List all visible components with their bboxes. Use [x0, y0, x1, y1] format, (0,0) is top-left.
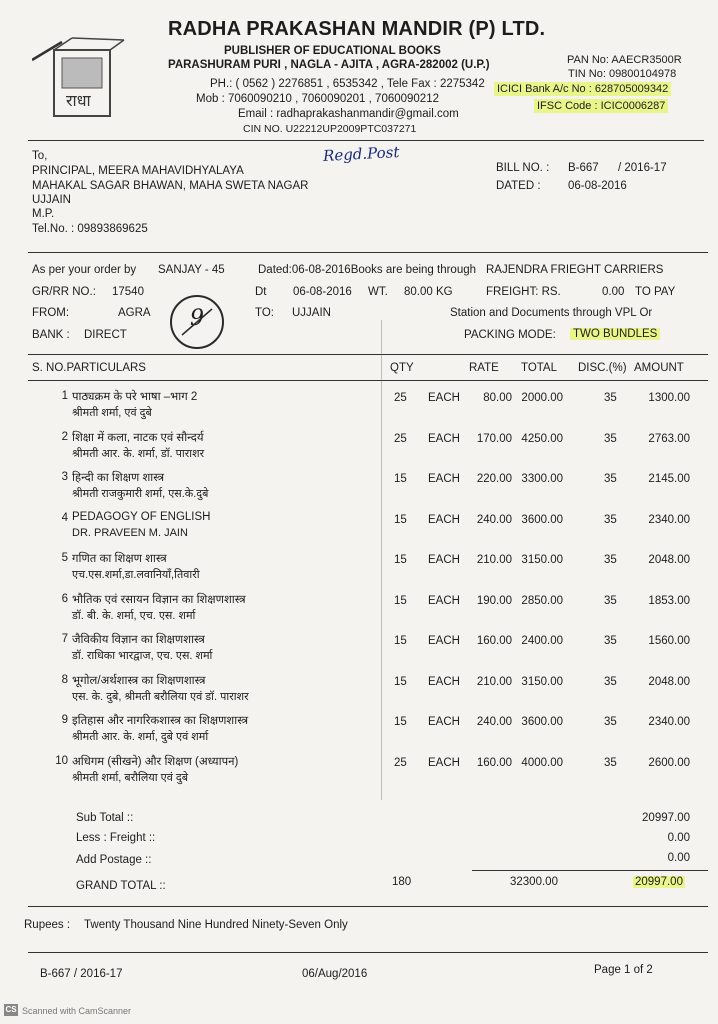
- dated-label: DATED :: [496, 180, 541, 192]
- row-disc: 35: [604, 432, 617, 445]
- row-rate: 240.00: [476, 513, 512, 526]
- row-amount: 2600.00: [648, 756, 690, 769]
- row-unit: EACH: [428, 716, 460, 728]
- dt-label: Dt: [255, 286, 267, 298]
- wt-value: 80.00 KG: [404, 286, 453, 298]
- company-phone: PH.: ( 0562 ) 2276851 , 6535342 , Tele Fax : 2275342: [210, 78, 485, 90]
- packing-label: PACKING MODE:: [464, 329, 556, 341]
- divider: [28, 140, 704, 141]
- divider: [472, 870, 708, 871]
- row-disc: 35: [604, 675, 617, 688]
- bank-account: ICICI Bank A/c No : 628705009342: [494, 82, 671, 96]
- row-amount: 2145.00: [648, 473, 690, 485]
- row-title: अधिगम (सीखने) और शिक्षण (अध्यापन): [72, 755, 239, 768]
- row-rate: 160.00: [476, 756, 512, 769]
- col-rate: RATE: [469, 362, 499, 374]
- to-city: UJJAIN: [292, 307, 331, 319]
- company-name: RADHA PRAKASHAN MANDIR (P) LTD.: [168, 18, 546, 40]
- row-total: 4000.00: [521, 756, 563, 769]
- stamp-mark: 9: [190, 306, 204, 331]
- row-qty: 25: [394, 432, 407, 445]
- to-pay: TO PAY: [635, 286, 676, 298]
- from-label: FROM:: [32, 307, 70, 319]
- row-disc: 35: [604, 716, 617, 728]
- scanner-watermark: Scanned with CamScanner: [22, 1006, 132, 1016]
- row-disc: 35: [604, 392, 617, 404]
- row-total: 2400.00: [521, 635, 563, 647]
- row-unit: EACH: [428, 432, 460, 445]
- row-number: 8: [61, 673, 68, 686]
- row-qty: 15: [394, 473, 407, 485]
- gr-label: GR/RR NO.:: [32, 286, 96, 298]
- row-amount: 1560.00: [648, 635, 690, 647]
- row-title: जैविकीय विज्ञान का शिक्षणशास्त्र: [72, 634, 205, 646]
- row-number: 10: [55, 754, 68, 767]
- publisher-line: PUBLISHER OF EDUCATIONAL BOOKS: [224, 45, 441, 57]
- bill-date: 06-08-2016: [568, 180, 627, 192]
- col-total: TOTAL: [521, 362, 557, 374]
- row-title: हिन्दी का शिक्षण शास्त्र: [72, 472, 165, 484]
- col-qty: QTY: [390, 362, 414, 374]
- row-total: 3150.00: [521, 675, 563, 688]
- company-mobile: Mob : 7060090210 , 7060090201 , 7060090212: [196, 93, 439, 105]
- row-total: 2000.00: [521, 392, 563, 404]
- wt-label: WT.: [368, 286, 388, 298]
- subtotal-label: Sub Total ::: [76, 812, 134, 824]
- row-amount: 1853.00: [648, 594, 690, 607]
- divider: [28, 354, 708, 355]
- company-logo: [32, 30, 132, 126]
- bank-value: DIRECT: [84, 329, 127, 341]
- grand-total-value: 32300.00: [510, 876, 558, 888]
- row-author: श्रीमती शर्मा, बरौलिया एवं दुबे: [72, 771, 189, 784]
- row-total: 4250.00: [521, 432, 563, 445]
- row-amount: 2763.00: [648, 432, 690, 445]
- row-unit: EACH: [428, 554, 460, 566]
- logo-text: राधा: [66, 91, 91, 110]
- row-author: एस. के. दुबे, श्रीमती बरौलिया एवं डॉ. पाराशर: [72, 690, 249, 703]
- row-rate: 170.00: [476, 432, 512, 445]
- dispatch-line: Dated:06-08-2016Books are being through: [258, 264, 477, 276]
- row-disc: 35: [604, 635, 617, 647]
- row-unit: EACH: [428, 513, 460, 526]
- row-qty: 25: [394, 756, 407, 769]
- row-title: भूगोल/अर्थशास्त्र का शिक्षणशास्त्र: [72, 674, 206, 687]
- row-author: श्रीमती आर. के. शर्मा, डॉ. पाराशर: [72, 447, 205, 460]
- carrier: RAJENDRA FRIEGHT CARRIERS: [486, 264, 664, 276]
- freight-total-value: 0.00: [667, 832, 690, 844]
- row-number: 5: [61, 552, 68, 564]
- row-title: PEDAGOGY OF ENGLISH: [72, 510, 211, 523]
- freight-value: 0.00: [602, 286, 625, 298]
- row-disc: 35: [604, 594, 617, 607]
- row-qty: 15: [394, 675, 407, 688]
- row-disc: 35: [604, 554, 617, 566]
- row-unit: EACH: [428, 635, 460, 647]
- recipient-tel: Tel.No. : 09893869625: [32, 223, 148, 235]
- gr-number: 17540: [112, 286, 144, 298]
- row-qty: 15: [394, 513, 407, 526]
- to-label: To,: [32, 150, 48, 162]
- camscanner-icon: CS: [5, 1005, 17, 1014]
- bank-label: BANK :: [32, 329, 70, 341]
- footer-date: 06/Aug/2016: [302, 968, 368, 980]
- row-author: डॉ. बी. के. शर्मा, एच. एस. शर्मा: [72, 609, 196, 622]
- row-rate: 210.00: [476, 675, 512, 688]
- col-particulars: S. NO.PARTICULARS: [32, 362, 146, 374]
- row-title: इतिहास और नागरिकशास्त्र का शिक्षणशास्त्र: [72, 715, 249, 727]
- row-unit: EACH: [428, 756, 460, 769]
- freight-label: FREIGHT: RS.: [486, 286, 561, 298]
- row-rate: 190.00: [476, 594, 512, 607]
- tin-number: TIN No: 09800104978: [568, 68, 677, 80]
- freight-total-label: Less : Freight ::: [76, 832, 156, 844]
- company-email: Email : radhaprakashanmandir@gmail.com: [238, 108, 459, 120]
- row-qty: 15: [394, 716, 407, 728]
- recipient-line1: PRINCIPAL, MEERA MAHAVIDHYALAYA: [32, 165, 244, 177]
- row-disc: 35: [604, 473, 617, 485]
- row-total: 3600.00: [521, 513, 563, 526]
- row-title: पाठ्यक्रम के परे भाषा –भाग 2: [72, 391, 198, 403]
- row-title: भौतिक एवं रसायन विज्ञान का शिक्षणशास्त्र: [72, 593, 246, 606]
- row-total: 3600.00: [521, 716, 563, 728]
- pan-number: PAN No: AAECR3500R: [567, 54, 682, 66]
- row-qty: 15: [394, 635, 407, 647]
- row-rate: 160.00: [476, 635, 512, 647]
- row-rate: 210.00: [476, 554, 512, 566]
- stamp: [170, 295, 224, 349]
- row-rate: 80.00: [483, 392, 512, 404]
- row-qty: 25: [394, 392, 407, 404]
- row-title: शिक्षा में कला, नाटक एवं सौन्दर्य: [72, 431, 204, 444]
- divider: [28, 952, 708, 953]
- row-number: 9: [61, 714, 68, 726]
- divider: [28, 906, 708, 907]
- row-number: 3: [61, 471, 68, 483]
- row-author: डॉ. राधिका भारद्वाज, एच. एस. शर्मा: [72, 650, 213, 662]
- col-amount: AMOUNT: [634, 362, 684, 374]
- row-amount: 2048.00: [648, 554, 690, 566]
- row-unit: EACH: [428, 594, 460, 607]
- postage-label: Add Postage ::: [76, 854, 152, 866]
- row-total: 3300.00: [521, 473, 563, 485]
- row-amount: 1300.00: [648, 392, 690, 404]
- rupees-label: Rupees :: [24, 919, 71, 931]
- divider: [28, 380, 708, 381]
- row-number: 7: [61, 633, 68, 645]
- grand-amount: 20997.00: [635, 876, 683, 888]
- row-qty: 15: [394, 594, 407, 607]
- row-author: श्रीमती आर. के. शर्मा, दुबे एवं शर्मा: [72, 731, 209, 743]
- order-label: As per your order by: [32, 264, 137, 276]
- footer-bill-ref: B-667 / 2016-17: [40, 968, 123, 980]
- footer-page: Page 1 of 2: [594, 964, 653, 976]
- row-total: 3150.00: [521, 554, 563, 566]
- row-number: 2: [61, 430, 68, 443]
- order-by: SANJAY - 45: [158, 264, 225, 276]
- grand-total-label: GRAND TOTAL ::: [76, 880, 166, 892]
- row-total: 2850.00: [521, 594, 563, 607]
- col-disc: DISC.(%): [578, 362, 627, 374]
- row-number: 6: [61, 592, 68, 605]
- row-author: श्रीमती शर्मा, एवं दुबे: [72, 407, 152, 419]
- company-address: PARASHURAM PURI , NAGLA - AJITA , AGRA-282002 (U.P.): [168, 59, 490, 71]
- bill-no: B-667: [568, 162, 599, 174]
- from-city: AGRA: [118, 307, 151, 319]
- row-rate: 240.00: [476, 716, 512, 728]
- row-author: DR. PRAVEEN M. JAIN: [72, 526, 188, 539]
- row-author: एच.एस.शर्मा,डा.लवानियाँ,तिवारी: [72, 569, 200, 581]
- row-number: 1: [61, 390, 68, 402]
- row-author: श्रीमती राजकुमारी शर्मा, एस.के.दुबे: [72, 488, 209, 500]
- row-unit: EACH: [428, 473, 460, 485]
- fold-line: [381, 320, 382, 800]
- packing-mode: TWO BUNDLES: [570, 328, 660, 340]
- row-amount: 2340.00: [648, 513, 690, 526]
- grand-qty: 180: [392, 876, 412, 888]
- handwritten-note: Regd.Post: [322, 143, 400, 165]
- amount-in-words: Twenty Thousand Nine Hundred Ninety-Seven Only: [84, 919, 348, 931]
- bill-year: / 2016-17: [618, 162, 667, 174]
- row-rate: 220.00: [476, 473, 512, 485]
- bill-no-label: BILL NO. :: [496, 162, 550, 174]
- recipient-line4: M.P.: [32, 208, 55, 220]
- row-number: 4: [61, 511, 68, 524]
- row-qty: 15: [394, 554, 407, 566]
- postage-value: 0.00: [667, 852, 690, 864]
- subtotal-value: 20997.00: [642, 812, 690, 824]
- to-label: TO:: [255, 307, 274, 319]
- row-disc: 35: [604, 513, 617, 526]
- row-amount: 2048.00: [648, 675, 690, 688]
- row-unit: EACH: [428, 675, 460, 688]
- station-note: Station and Documents through VPL Or: [450, 307, 653, 319]
- dt-value: 06-08-2016: [293, 286, 352, 298]
- row-unit: EACH: [428, 392, 460, 404]
- ifsc-code: IFSC Code : ICIC0006287: [534, 99, 668, 113]
- row-title: गणित का शिक्षण शास्त्र: [72, 553, 167, 565]
- company-cin: CIN NO. U22212UP2009PTC037271: [243, 123, 417, 135]
- recipient-line3: UJJAIN: [32, 194, 71, 206]
- recipient-line2: MAHAKAL SAGAR BHAWAN, MAHA SWETA NAGAR: [32, 180, 309, 192]
- row-amount: 2340.00: [648, 716, 690, 728]
- row-disc: 35: [604, 756, 617, 769]
- divider: [28, 252, 708, 253]
